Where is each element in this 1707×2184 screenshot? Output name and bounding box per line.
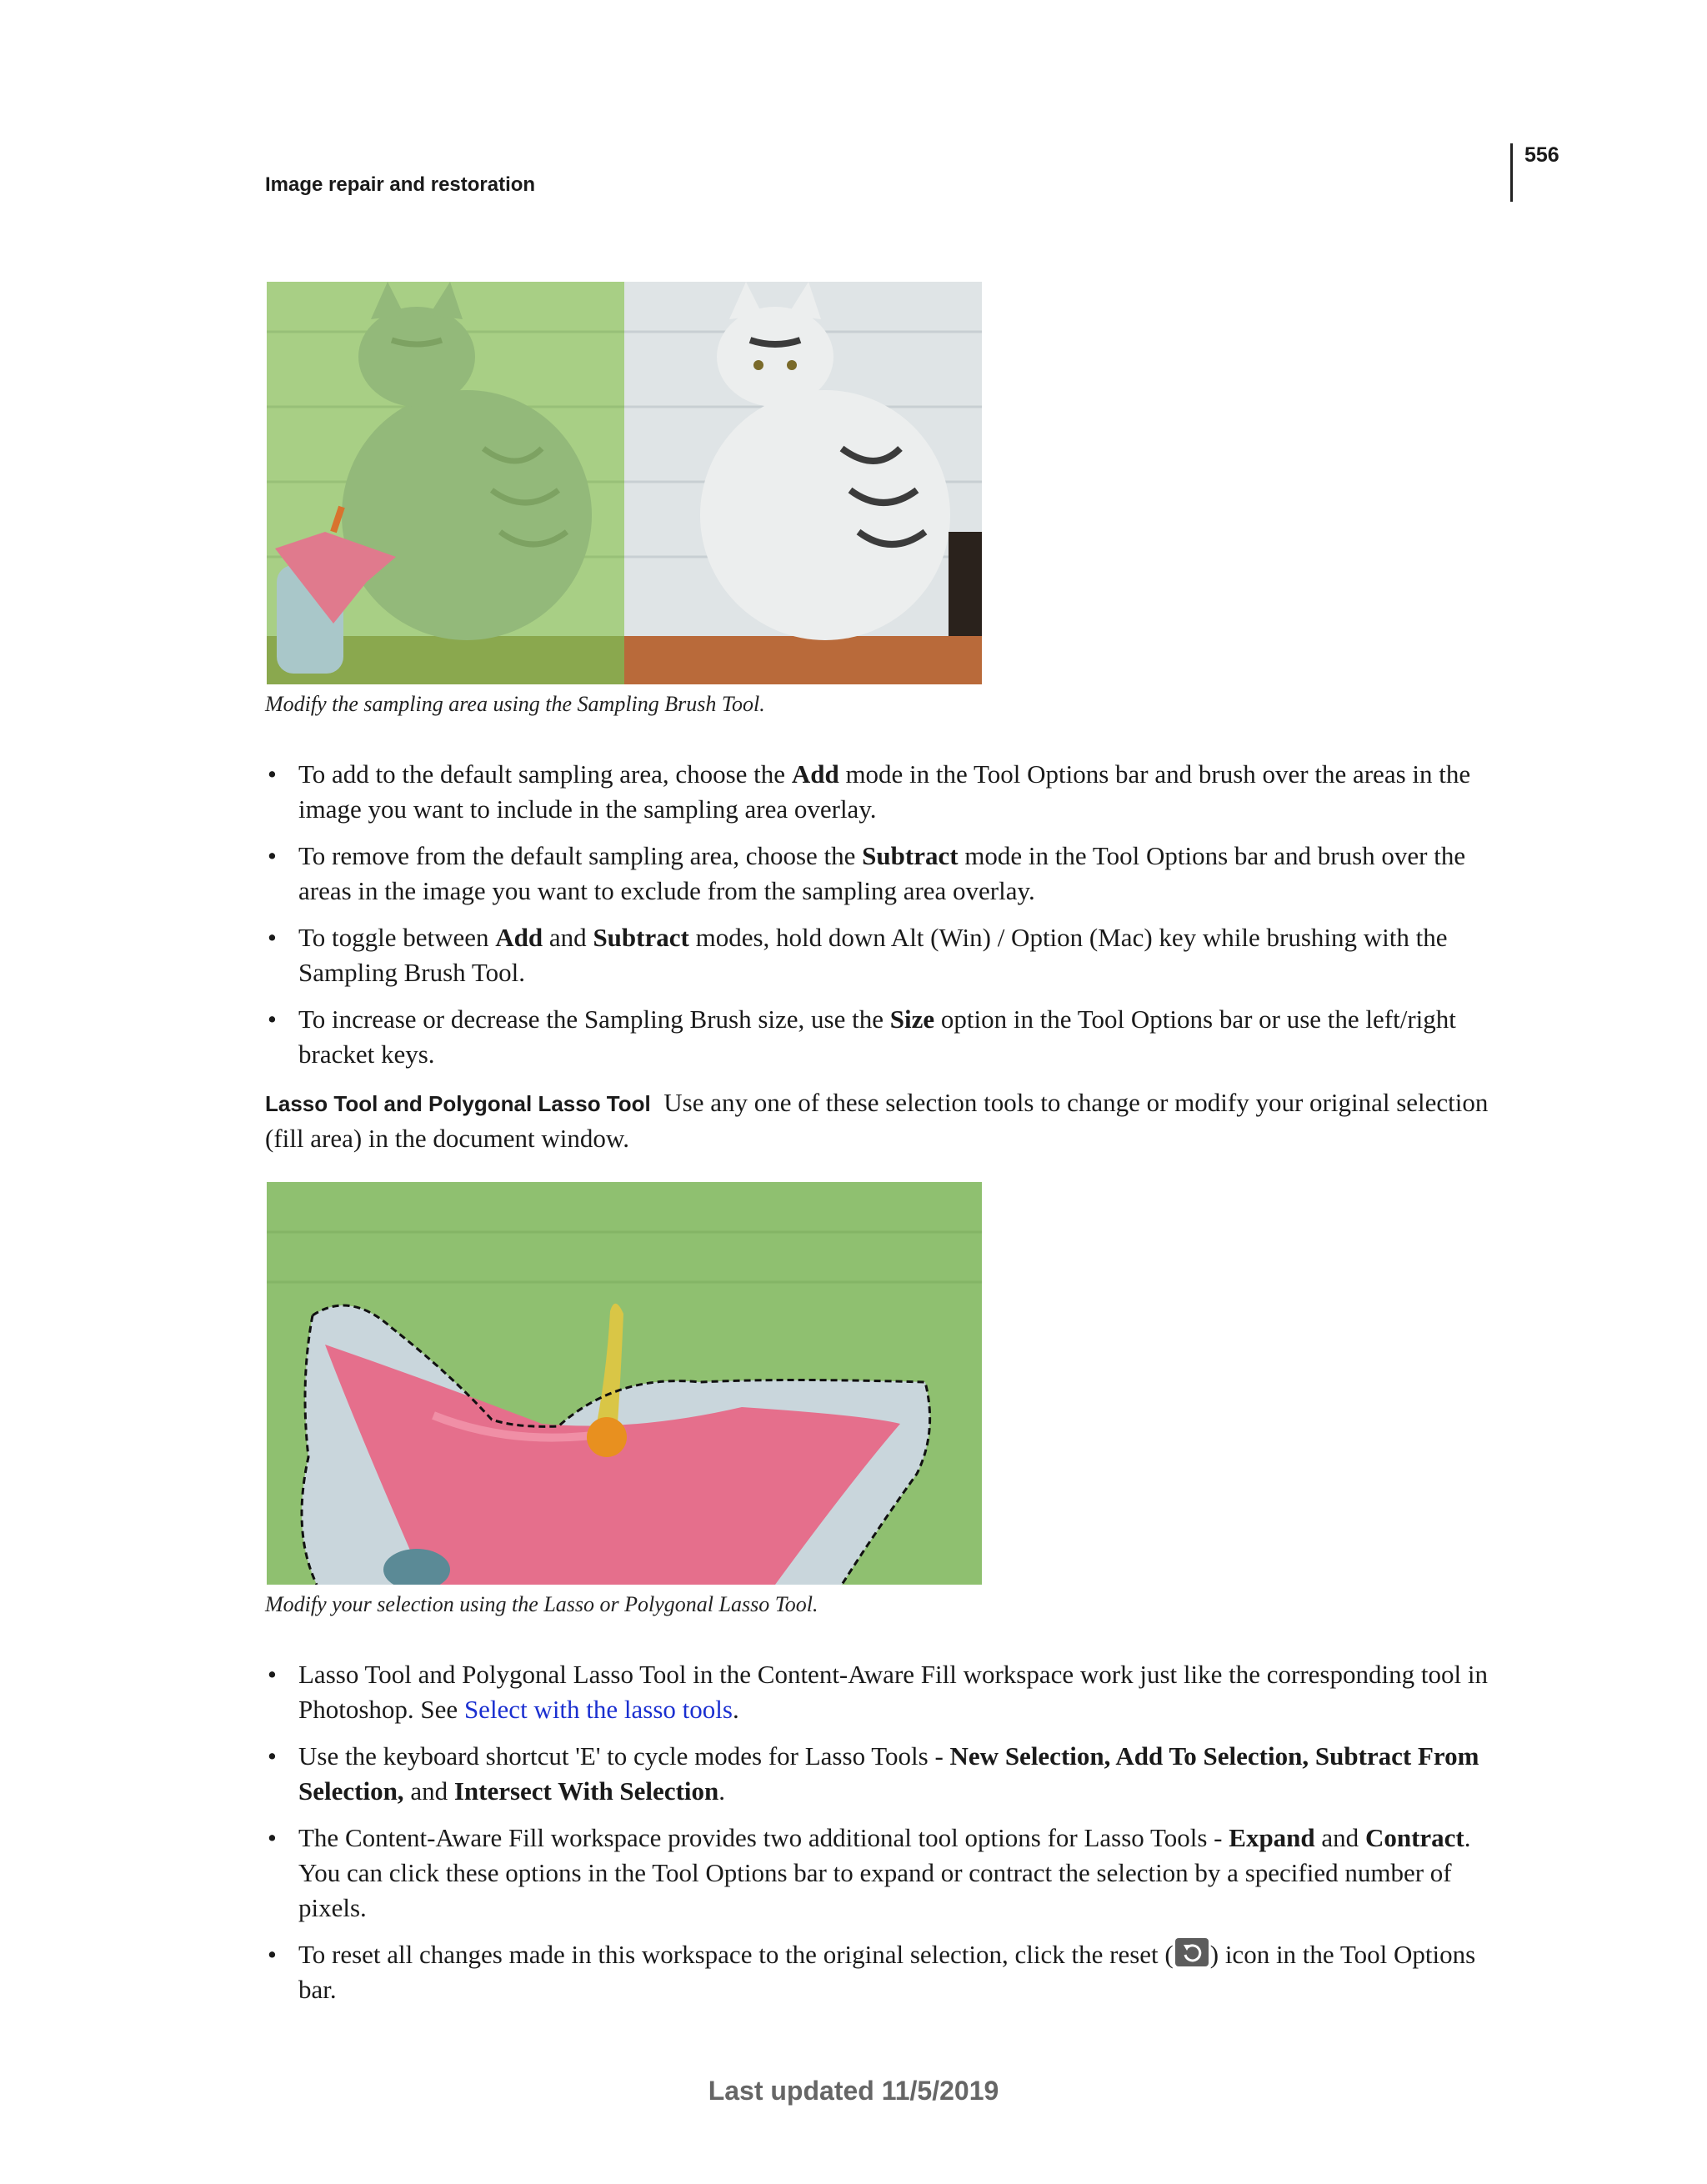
cat-comparison-image xyxy=(267,282,982,684)
list-item: • To remove from the default sampling area, choose the Subtract mode in the Tool Options bar and brush over the areas in the image you want to exclude from the sampling area overlay. xyxy=(265,839,1507,909)
list-item: • Lasso Tool and Polygonal Lasso Tool in the Content-Aware Fill workspace work just like the corresponding tool in Photoshop. See Select with the lasso tools. xyxy=(265,1657,1507,1727)
bullet: • xyxy=(268,1741,277,1771)
bullet: • xyxy=(268,923,277,952)
bullet: • xyxy=(268,759,277,789)
run-in-heading: Lasso Tool and Polygonal Lasso Tool xyxy=(265,1091,651,1116)
figure-lasso-selection xyxy=(267,1182,982,1585)
bullet: • xyxy=(268,841,277,870)
sampling-options-list xyxy=(265,757,1507,1084)
page-number: 556 xyxy=(1524,143,1559,167)
list-item: • To toggle between Add and Subtract modes, hold down Alt (Win) / Option (Mac) key while brushing with the Sampling Brush Tool. xyxy=(265,920,1507,990)
bullet: • xyxy=(268,1940,277,1969)
header-divider xyxy=(1510,143,1513,202)
running-header: Image repair and restoration xyxy=(265,173,536,196)
list-item: • Use the keyboard shortcut 'E' to cycle modes for Lasso Tools - New Selection, Add To Selection, Subtract From Selection, and Intersect With Selection. xyxy=(265,1739,1507,1809)
figure-caption-1: Modify the sampling area using the Sampling Brush Tool. xyxy=(265,692,765,716)
list-item: • The Content-Aware Fill workspace provides two additional tool options for Lasso Tools - Expand and Contract. You can click these options in the Tool Options bar to expand or contract the selection by a specified number of pixels. xyxy=(265,1821,1507,1926)
lasso-notes-list xyxy=(265,1657,1507,2019)
list-item: • To increase or decrease the Sampling Brush size, use the Size option in the Tool Options bar or use the left/right bracket keys. xyxy=(265,1002,1507,1072)
flower-selection-image xyxy=(267,1182,982,1585)
reset-icon xyxy=(1175,1938,1209,1966)
bullet: • xyxy=(268,1823,277,1852)
lasso-paragraph: Lasso Tool and Polygonal Lasso Tool Use any one of these selection tools to change or modify your original selection (fill area) in the document window. xyxy=(265,1088,1489,1153)
figure-caption-2: Modify your selection using the Lasso or Polygonal Lasso Tool. xyxy=(265,1592,818,1616)
list-item: • To reset all changes made in this workspace to the original selection, click the reset ( ) icon in the Tool Options bar. xyxy=(265,1937,1507,2007)
last-updated-footer: Last updated 11/5/2019 xyxy=(708,2076,999,2106)
bullet: • xyxy=(268,1660,277,1689)
select-with-lasso-link[interactable]: Select with the lasso tools xyxy=(463,1695,733,1724)
bullet: • xyxy=(268,1004,277,1034)
figure-sampling-brush xyxy=(267,282,982,684)
list-item: • To add to the default sampling area, choose the Add mode in the Tool Options bar and brush over the areas in the image you want to include in the sampling area overlay. xyxy=(265,757,1507,827)
